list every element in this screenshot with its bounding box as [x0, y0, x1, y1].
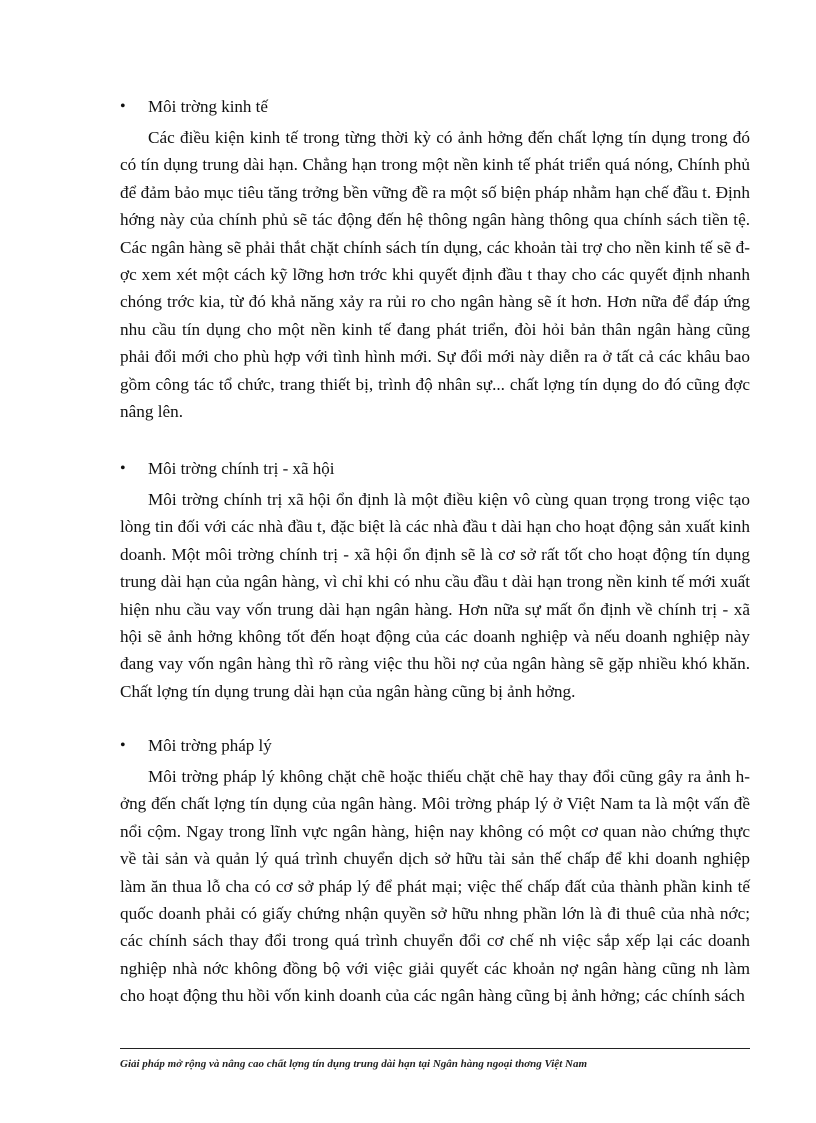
section-heading-text: Môi trờng pháp lý — [148, 736, 272, 755]
section-heading — [120, 96, 750, 120]
section-heading-text: Môi trờng chính trị - xã hội — [148, 459, 335, 478]
section-paragraph: Môi trờng pháp lý không chặt chẽ hoặc thiếu chặt chẽ hay thay đổi cũng gây ra ảnh hởng đến chất lợng tín dụng của ngân hàng. Môi trờng pháp lý ở Việt Nam ta là một vấn đề nổi cộm. Ngay trong lĩnh vực ngân hàng, hiện nay không có một cơ quan nào chứng thực về tài sản và quản lý quá trình chuyển dịch sở hữu tài sản thế chấp để khi doanh nghiệp làm ăn thua lỗ cha có cơ sở pháp lý để phát mại; việc thế chấp đất của thành phần kinh tế quốc doanh phải có giấy chứng nhận quyền sở hữu nhng phần lớn là đi thuê của nhà nớc; các chính sách thay đổi trong quá trình chuyển đổi cơ chế nh việc sắp xếp lại các doanh nghiệp nhà nớc không đồng bộ với việc giải quyết các khoản nợ ngân hàng cũng nh làm cho hoạt động thu hồi vốn kinh doanh của các ngân hàng cũng bị ảnh hởng; các chính sách — [120, 767, 750, 1006]
section-heading — [120, 458, 750, 482]
section-political-social-environment — [120, 458, 750, 705]
section-heading-text: Môi trờng kinh tế — [148, 97, 268, 116]
section-paragraph: Các điều kiện kinh tế trong từng thời kỳ có ảnh hởng đến chất lợng tín dụng trong đó có tín dụng trung dài hạn. Chẳng hạn trong một nền kinh tế phát triển quá nóng, Chính phủ để đảm bảo mục tiêu tăng trởng bền vững đề ra một số biện pháp nhằm hạn chế đầu t. Định hớng này của chính phủ sẽ tác động đến hệ thông ngân hàng thông qua chính sách tiền tệ. Các ngân hàng sẽ phải thắt chặt chính sách tín dụng, các khoản tài trợ cho nền kinh tế sẽ đợc xem xét một cách kỹ lỡng hơn trớc khi quyết định đầu t thay cho các quyết định nhanh chóng trớc kia, từ đó khả năng xảy ra rủi ro cho ngân hàng sẽ ít hơn. Hơn nữa để đáp ứng nhu cầu tín dụng cho một nền kinh tế đang phát triển, đòi hỏi bản thân ngân hàng cũng phải đổi mới cho phù hợp với tình hình mới. Sự đổi mới này diễn ra ở tất cả các khâu bao gồm công tác tổ chức, trang thiết bị, trình độ nhân sự... chất lợng tín dụng do đó cũng đợc nâng lên. — [120, 128, 750, 422]
section-paragraph: Môi trờng chính trị xã hội ổn định là một điều kiện vô cùng quan trọng trong việc tạo lòng tin đối với các nhà đầu t, đặc biệt là các nhà đầu t dài hạn cho hoạt động sản xuất kinh doanh. Một môi trờng chính trị - xã hội ổn định sẽ là cơ sở rất tốt cho hoạt động tín dụng trung dài hạn của ngân hàng, vì chỉ khi có nhu cầu đầu t dài hạn trong nền kinh tế mới xuất hiện nhu cầu vay vốn trung dài hạn ngân hàng. Hơn nữa sự mất ổn định về chính trị - xã hội sẽ ảnh hởng không tốt đến hoạt động của các doanh nghiệp và nếu doanh nghiệp này đang vay vốn ngân hàng thì rõ ràng việc thu hồi nợ của ngân hàng sẽ gặp nhiều khó khăn. Chất lợng tín dụng trung dài hạn của ngân hàng cũng bị ảnh hởng. — [120, 490, 750, 701]
bullet-icon: • — [120, 737, 126, 754]
bullet-icon: • — [120, 98, 126, 115]
footer-divider — [120, 1048, 750, 1049]
bullet-icon: • — [120, 460, 126, 477]
section-economic-environment — [120, 96, 750, 425]
section-heading — [120, 735, 750, 759]
footer-text: Giải pháp mở rộng và nâng cao chất lợng tín dụng trung dài hạn tại Ngân hàng ngoại thơng Việt Nam — [120, 1058, 587, 1070]
section-legal-environment — [120, 735, 750, 1010]
